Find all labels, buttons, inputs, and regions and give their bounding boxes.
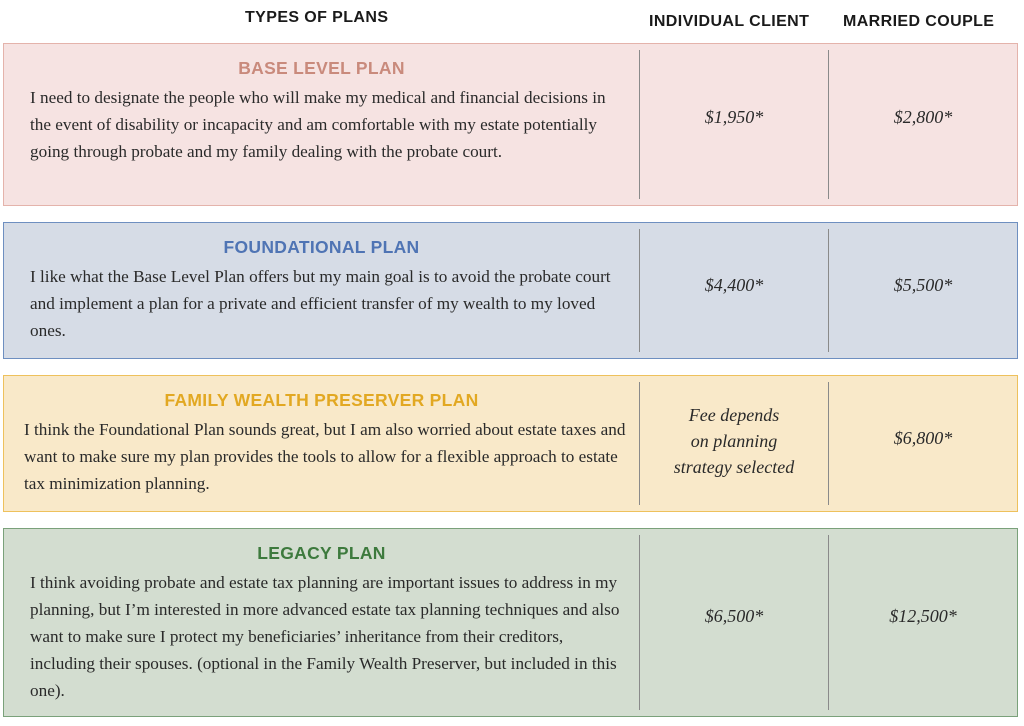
plan-description: I need to designate the people who will make my medical and financial decisions in the event of disability or incapacity and am comfortable with my estate potentially going through probate and my family dealing with the probate court.	[30, 88, 606, 161]
individual-price: $1,950*	[704, 107, 764, 127]
plan-row-family-wealth-preserver	[3, 375, 1018, 512]
header-types-of-plans: TYPES OF PLANS	[245, 9, 389, 26]
plan-row-foundational	[3, 222, 1018, 359]
price-note-line: Fee depends	[688, 405, 780, 425]
price-note-line: strategy selected	[673, 457, 795, 477]
plan-row-base-level	[3, 43, 1018, 206]
plan-description: I think the Foundational Plan sounds great, but I am also worried about estate taxes and want to make sure my plan provides the tools to allow for a flexible approach to estate tax minimization planning.	[24, 420, 626, 493]
plan-description: I think avoiding probate and estate tax planning are important issues to address in my planning, but I’m interested in more advanced estate tax planning techniques and also want to make sure I protect my beneficiaries’ inheritance from their creditors, including their spouses. (optional in the Family Wealth Preserver, but included in this one).	[30, 573, 620, 700]
married-price: $12,500*	[889, 606, 957, 626]
married-price: $5,500*	[893, 275, 953, 295]
plan-title: FOUNDATIONAL PLAN	[223, 237, 420, 257]
individual-price: $6,500*	[704, 606, 764, 626]
plan-title: LEGACY PLAN	[257, 543, 386, 563]
plan-row-legacy	[3, 528, 1018, 717]
plan-title: FAMILY WEALTH PRESERVER PLAN	[164, 390, 479, 410]
married-price: $2,800*	[893, 107, 953, 127]
individual-price-note	[640, 402, 828, 480]
plan-title: BASE LEVEL PLAN	[238, 58, 405, 78]
price-note-line: on planning	[690, 431, 778, 451]
individual-price: $4,400*	[704, 275, 764, 295]
married-price: $6,800*	[893, 428, 953, 448]
plan-description: I like what the Base Level Plan offers but my main goal is to avoid the probate court and implement a plan for a private and efficient transfer of my wealth to my loved ones.	[30, 267, 611, 340]
header-married-couple: MARRIED COUPLE	[843, 13, 995, 30]
header-individual-client: INDIVIDUAL CLIENT	[649, 13, 810, 30]
